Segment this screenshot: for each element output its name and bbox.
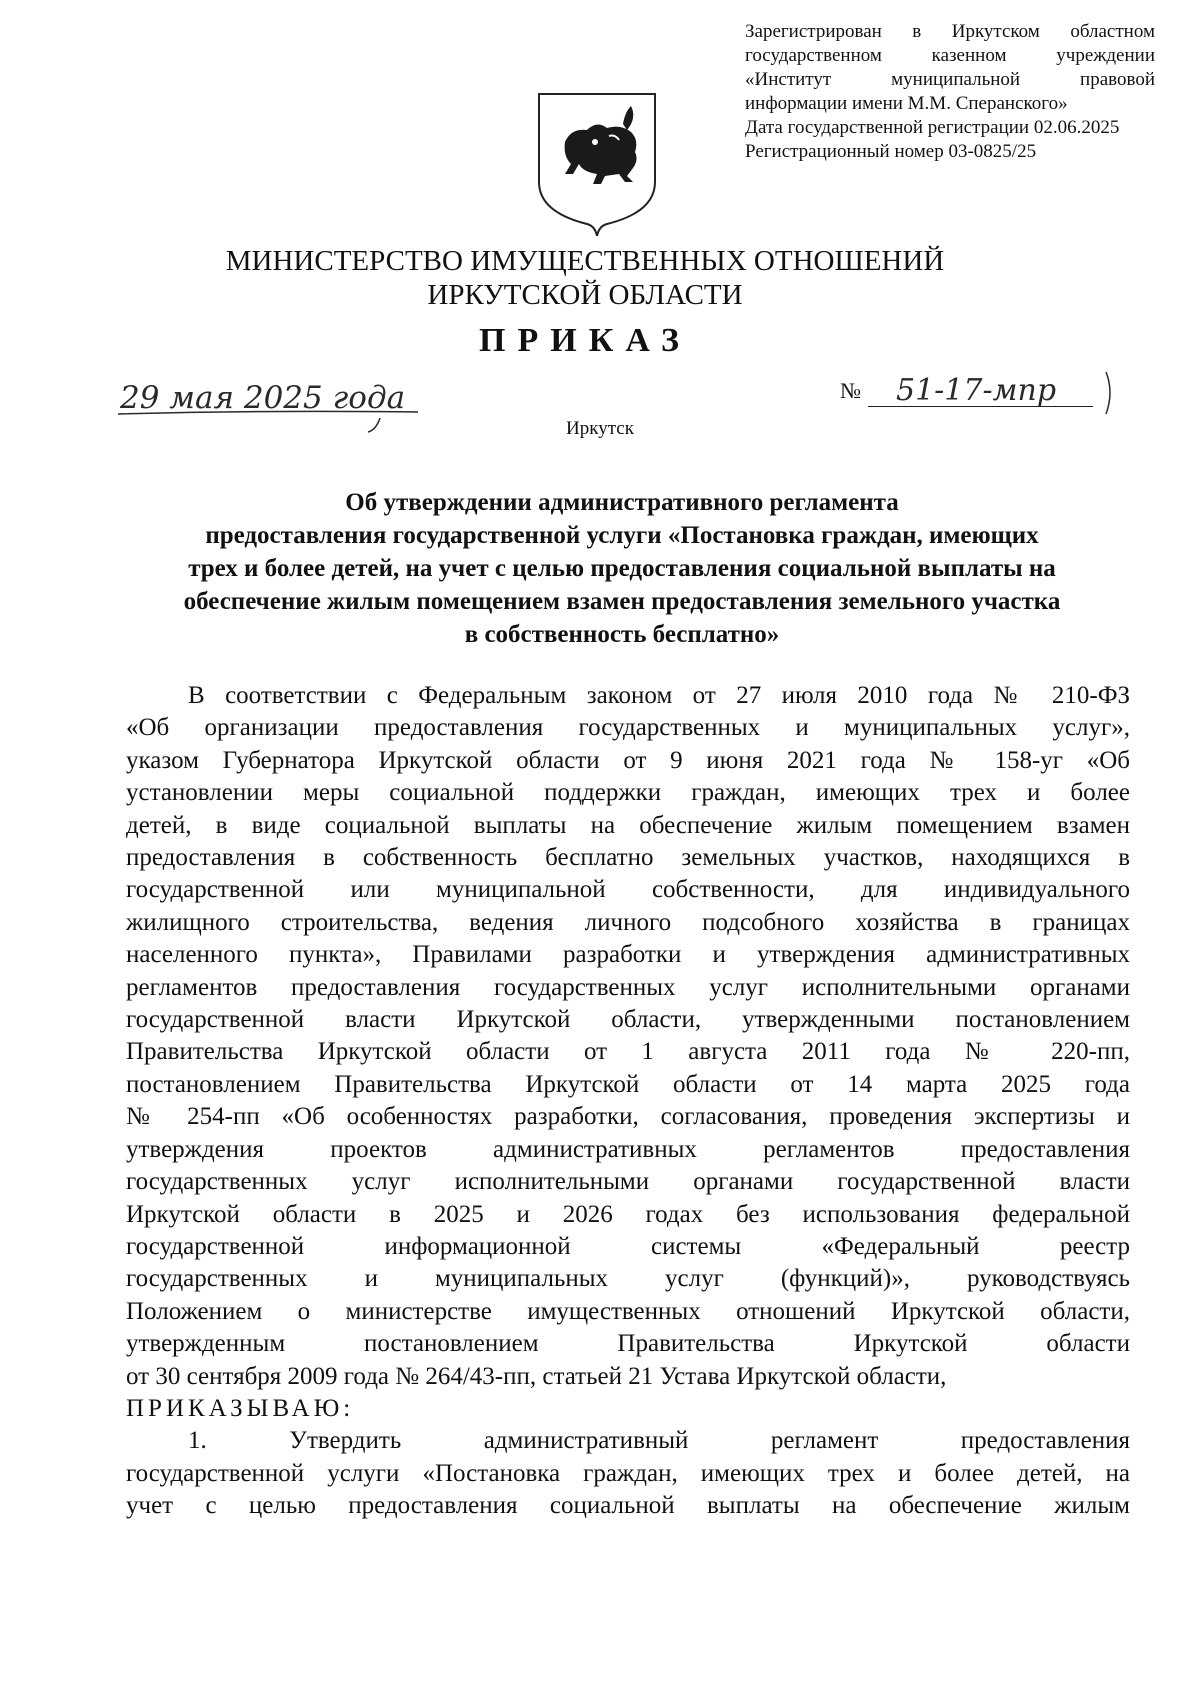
heading-line: предоставления государственной услуги «Постановка граждан, имеющих xyxy=(205,522,1039,549)
heading-line: трех и более детей, на учет с целью предоставления социальной выплаты на xyxy=(188,555,1056,582)
order-word: ПРИКАЗЫВАЮ: xyxy=(126,1394,355,1422)
body-line: регламентов предоставления государственных услуг исполнительными органами xyxy=(126,973,1130,1001)
body-line: государственных услуг исполнительными органами государственной власти xyxy=(126,1168,1130,1196)
registration-line: Дата государственной регистрации 02.06.2025 xyxy=(745,117,1120,138)
body-line: государственных и муниципальных услуг (функций)», руководствуясь xyxy=(126,1265,1130,1293)
item-1-line: 1. Утвердить административный регламент предоставления xyxy=(188,1427,1130,1455)
body-line: предоставления в собственность бесплатно земельных участков, находящихся в xyxy=(126,844,1130,872)
body-line: от 30 сентября 2009 года № 264/43-пп, статьей 21 Устава Иркутской области, xyxy=(126,1362,947,1390)
body-line: № 254-пп «Об особенностях разработки, согласования, проведения экспертизы и xyxy=(126,1103,1130,1131)
registration-stamp xyxy=(745,20,1155,164)
body-line: Иркутской области в 2025 и 2026 годах без использования федеральной xyxy=(126,1200,1130,1228)
handwritten-date-text: 29 мая 2025 года xyxy=(120,380,406,416)
registration-line: Регистрационный номер 03-0825/25 xyxy=(745,141,1037,162)
body-line: населенного пункта», Правилами разработки и утверждения административных xyxy=(126,941,1130,969)
ministry-title: МИНИСТЕРСТВО ИМУЩЕСТВЕННЫХ ОТНОШЕНИЙ xyxy=(225,245,945,277)
ministry-region: ИРКУТСКОЙ ОБЛАСТИ xyxy=(427,279,743,311)
registration-line: государственном казенном учреждении xyxy=(745,45,1155,66)
body-line: государственной власти Иркутской области, утвержденными постановлением xyxy=(126,1006,1130,1034)
body-line: утвержденным постановлением Правительства Иркутской области xyxy=(126,1330,1130,1358)
registration-line: Зарегистрирован в Иркутском областном xyxy=(745,21,1155,42)
registration-line: информации имени М.М. Сперанского» xyxy=(745,93,1068,114)
city-label: Иркутск xyxy=(566,418,634,439)
item-1-line: учет с целью предоставления социальной выплаты на обеспечение жилым xyxy=(126,1492,1130,1520)
body-line: указом Губернатора Иркутской области от 9 июня 2021 года № 158-уг «Об xyxy=(126,746,1130,774)
body-line: жилищного строительства, ведения личного подсобного хозяйства в границах xyxy=(126,908,1130,936)
heading-line: обеспечение жилым помещением взамен предоставления земельного участка xyxy=(183,588,1061,615)
body-line: государственной или муниципальной собственности, для индивидуального xyxy=(126,876,1130,904)
body-line: утверждения проектов административных регламентов предоставления xyxy=(126,1135,1130,1163)
body-line: детей, в виде социальной выплаты на обеспечение жилым помещением взамен xyxy=(126,811,1130,839)
number-label: № xyxy=(840,378,861,403)
body-line: В соответствии с Федеральным законом от 27 июля 2010 года № 210-ФЗ xyxy=(188,682,1130,709)
heading-line: Об утверждении административного регламента xyxy=(345,489,899,516)
document-heading xyxy=(122,486,1122,651)
document-type: ПРИКАЗ xyxy=(479,322,691,359)
item-1-line: государственной услуги «Постановка граждан, имеющих трех и более детей, на xyxy=(126,1459,1130,1487)
body-line: Положением о министерстве имущественных отношений Иркутской области, xyxy=(126,1297,1130,1325)
body-line: «Об организации предоставления государственных и муниципальных услуг», xyxy=(126,714,1130,742)
document-body xyxy=(126,680,1130,1523)
coat-of-arms-icon xyxy=(535,90,659,236)
registration-line: «Институт муниципальной правовой xyxy=(745,69,1155,90)
heading-line: в собственность бесплатно» xyxy=(464,621,780,648)
body-line: Правительства Иркутской области от 1 августа 2011 года № 220-пп, xyxy=(126,1038,1130,1066)
body-line: государственной информационной системы «Федеральный реестр xyxy=(126,1232,1130,1260)
body-line: постановлением Правительства Иркутской области от 14 марта 2025 года xyxy=(126,1070,1130,1098)
body-line: установлении меры социальной поддержки граждан, имеющих трех и более xyxy=(126,779,1130,807)
handwritten-number-text: 51-17-мпр xyxy=(896,373,1057,408)
